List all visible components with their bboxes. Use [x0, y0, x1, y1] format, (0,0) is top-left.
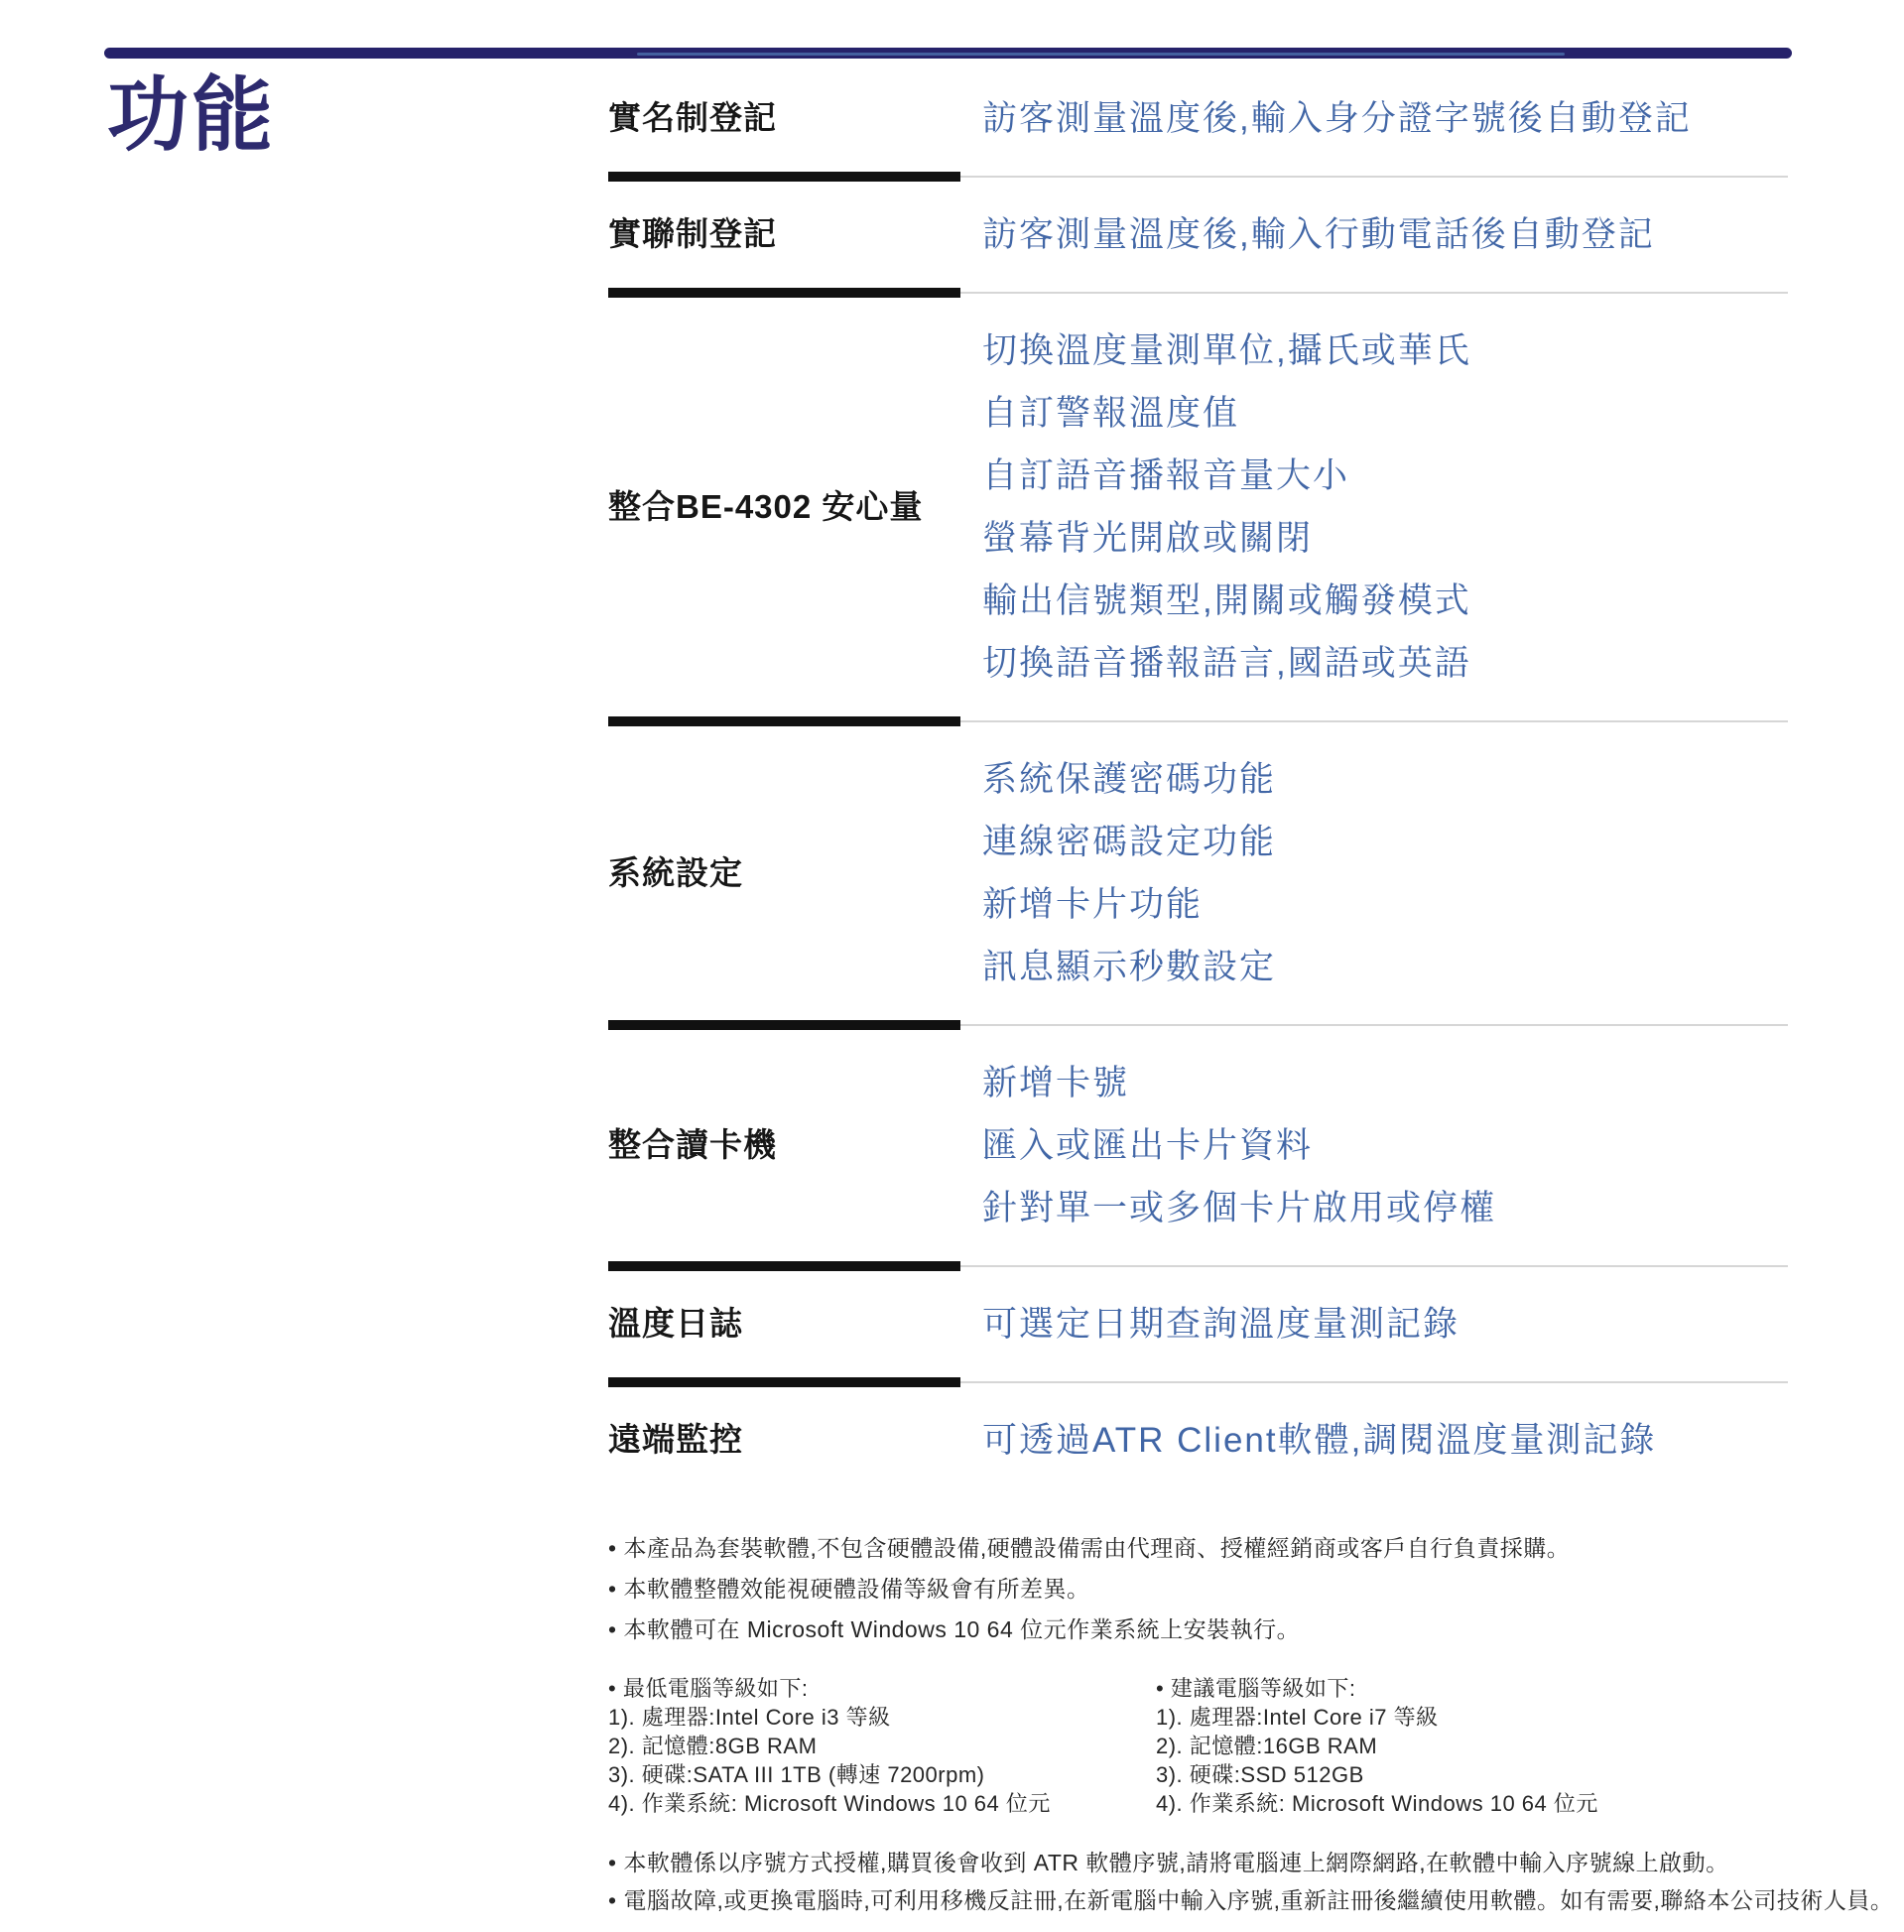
feature-label: 溫度日誌 [608, 1305, 743, 1343]
row-divider [608, 176, 1788, 178]
feature-items [982, 203, 1788, 266]
feature-item: 針對單一或多個卡片啟用或停權 [982, 1189, 1497, 1227]
spec-column [1156, 1674, 1704, 1818]
feature-row [608, 62, 1788, 176]
row-divider [608, 1381, 1788, 1383]
feature-row [608, 1026, 1788, 1265]
spec-heading: • 建議電腦等級如下: [1156, 1676, 1356, 1701]
feature-items [982, 1409, 1788, 1472]
feature-item: 切換溫度量測單位,攝氏或華氏 [982, 331, 1471, 370]
feature-items [982, 1052, 1788, 1239]
row-divider-accent [608, 288, 960, 298]
spec-item: 3). 硬碟:SATA III 1TB (轉速 7200rpm) [608, 1762, 985, 1787]
row-divider-accent [608, 1020, 960, 1030]
top-accent-bar-highlight [637, 53, 1565, 56]
feature-items [982, 748, 1788, 998]
general-notes [608, 1528, 1799, 1650]
note-line: • 本軟體整體效能視硬體設備等級會有所差異。 [608, 1576, 1090, 1602]
feature-item: 可選定日期查詢溫度量測記錄 [982, 1305, 1460, 1344]
feature-item: 訊息顯示秒數設定 [982, 948, 1277, 986]
feature-label: 實聯制登記 [608, 215, 777, 253]
spec-item: 1). 處理器:Intel Core i7 等級 [1156, 1705, 1439, 1730]
feature-item: 輸出信號類型,開關或觸發模式 [982, 581, 1471, 620]
note-line: • 本軟體可在 Microsoft Windows 10 64 位元作業系統上安裝執行。 [608, 1616, 1301, 1642]
feature-item: 新增卡號 [982, 1064, 1130, 1102]
spec-item: 2). 記憶體:16GB RAM [1156, 1734, 1378, 1758]
spec-columns [608, 1674, 1799, 1818]
feature-item: 自訂語音播報音量大小 [982, 456, 1350, 495]
notes-section [608, 1528, 1894, 1919]
feature-label: 整合BE-4302 安心量 [608, 487, 924, 525]
row-divider [608, 1265, 1788, 1267]
feature-row [608, 294, 1788, 720]
feature-label: 系統設定 [608, 853, 743, 891]
top-accent-bar [104, 48, 1792, 59]
feature-item: 新增卡片功能 [982, 885, 1204, 924]
feature-row [608, 722, 1788, 1024]
feature-items [982, 320, 1788, 695]
row-divider [608, 1024, 1788, 1026]
feature-table [608, 62, 1788, 1497]
feature-item: 可透過ATR Client軟體,調閱溫度量測記錄 [982, 1421, 1657, 1460]
row-divider-accent [608, 172, 960, 182]
feature-items [982, 1293, 1788, 1355]
feature-label: 整合讀卡機 [608, 1126, 777, 1164]
spec-heading: • 最低電腦等級如下: [608, 1676, 809, 1701]
feature-items [982, 87, 1788, 150]
page-title: 功能 [107, 70, 277, 161]
note-line: • 本產品為套裝軟體,不包含硬體設備,硬體設備需由代理商、授權經銷商或客戶自行負責採購。 [608, 1535, 1571, 1561]
spec-item: 1). 處理器:Intel Core i3 等級 [608, 1705, 891, 1730]
feature-item: 連線密碼設定功能 [982, 823, 1277, 861]
note-line: • 本軟體係以序號方式授權,購買後會收到 ATR 軟體序號,請將電腦連上網際網路,在軟體中輸入序號線上啟動。 [608, 1850, 1729, 1875]
feature-item: 自訂警報溫度值 [982, 394, 1240, 433]
feature-item: 訪客測量溫度後,輸入身分證字號後自動登記 [982, 99, 1692, 138]
spec-item: 3). 硬碟:SSD 512GB [1156, 1762, 1364, 1787]
feature-item: 匯入或匯出卡片資料 [982, 1126, 1314, 1165]
feature-item: 螢幕背光開啟或關閉 [982, 519, 1314, 558]
note-line: • 電腦故障,或更換電腦時,可利用移機反註冊,在新電腦中輸入序號,重新註冊後繼續使用軟體。如有需要,聯絡本公司技術人員。 [608, 1887, 1894, 1913]
feature-item: 切換語音播報語言,國語或英語 [982, 644, 1471, 683]
feature-row [608, 1383, 1788, 1497]
row-divider-accent [608, 1261, 960, 1271]
feature-row [608, 1267, 1788, 1381]
spec-item: 4). 作業系統: Microsoft Windows 10 64 位元 [608, 1791, 1051, 1816]
feature-label: 遠端監控 [608, 1421, 743, 1459]
feature-item: 系統保護密碼功能 [982, 760, 1277, 799]
feature-label: 實名制登記 [608, 99, 777, 137]
feature-item: 訪客測量溫度後,輸入行動電話後自動登記 [982, 215, 1655, 254]
row-divider-accent [608, 1377, 960, 1387]
row-divider-accent [608, 716, 960, 726]
spec-item: 4). 作業系統: Microsoft Windows 10 64 位元 [1156, 1791, 1598, 1816]
license-notes [608, 1844, 1894, 1919]
row-divider [608, 720, 1788, 722]
spec-item: 2). 記憶體:8GB RAM [608, 1734, 818, 1758]
spec-column [608, 1674, 1156, 1818]
row-divider [608, 292, 1788, 294]
feature-row [608, 178, 1788, 292]
